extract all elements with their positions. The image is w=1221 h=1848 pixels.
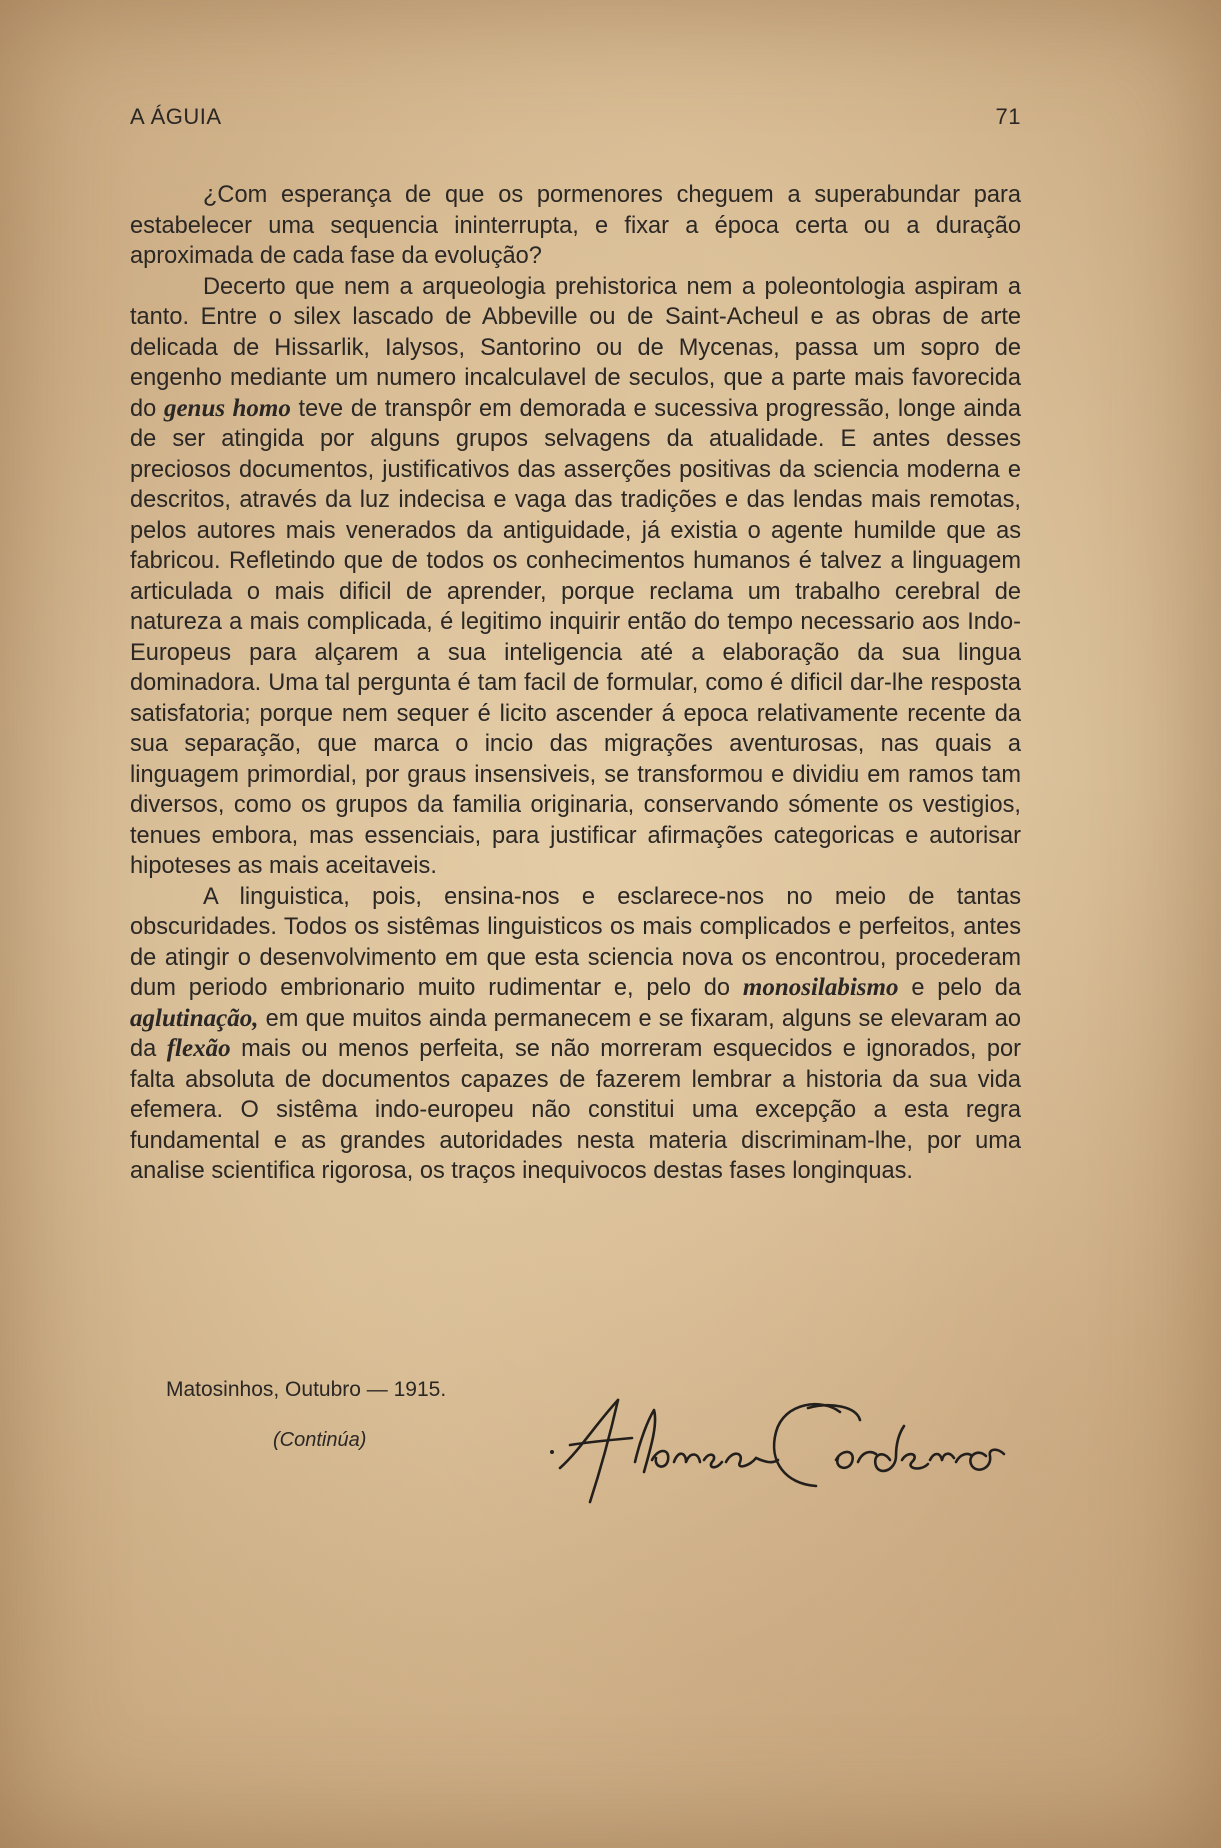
paragraph-3-text-d: mais ou menos perfeita, se não morreram esquecidos e ignorados, por falta absoluta de documentos capazes de fazerem lembrar a historia da sua vida efemera. O sistêma indo-europeu não constitui uma excepção a esta regra fundamental e as grandes autoridades nesta materia discriminam-lhe, por uma analise scientifica rigorosa, os traços inequivocos destas fases longinquas.: [130, 1036, 1022, 1184]
handwritten-signature: [540, 1390, 1010, 1510]
page-number: 71: [995, 104, 1021, 129]
place-and-date: Matosinhos, Outubro — 1915.: [166, 1378, 447, 1401]
journal-title: A ÁGUIA: [130, 104, 222, 129]
paragraph-2: [130, 272, 1021, 882]
paragraph-3-text-c: em que muitos ainda permanecem e se fixaram, alguns se elevaram ao da: [130, 1005, 1021, 1062]
monosilabismo-term: monosilabismo: [742, 974, 899, 1001]
continued-note: (Continúa): [273, 1429, 367, 1451]
paragraph-3: [130, 882, 1021, 1187]
flexao-term: flexão: [166, 1035, 231, 1062]
paragraph-1: [130, 180, 1021, 272]
paragraph-2-text-a: Decerto que nem a arqueologia prehistorica nem a poleontologia aspiram a tanto. Entre o silex lascado de Abbeville ou de Saint-Acheul e as obras de arte delicada de Hissarlik, Ialysos, Santorino ou de Mycenas, passa um sopro de engenho mediante um numero incalculavel de seculos, que a parte mais favorecida do: [130, 273, 1021, 422]
aglutinacao-term: aglutinação,: [130, 1004, 259, 1032]
paragraph-1-text: ¿Com esperança de que os pormenores cheguem a superabundar para estabelecer uma sequencia ininterrupta, e fixar a época certa ou a duração aproximada de cada fase da evolução?: [130, 182, 1021, 269]
running-header: [130, 104, 1021, 134]
genus-homo-term: genus homo: [163, 394, 291, 422]
article-body: [130, 180, 1021, 1187]
paragraph-3-text-b: e pelo da: [911, 975, 1021, 1001]
paragraph-2-text-b: teve de transpôr em demorada e sucessiva progressão, longe ainda de ser atingida por alguns grupos selvagens da atualidade. E antes desses preciosos documentos, justificativos das asserções positivas da sciencia moderna e descritos, através da luz indecisa e vaga das tradições e das lendas mais remotas, pelos autores mais venerados da antiguidade, já existia o agente humilde que as fabricou. Refletindo que de todos os conhecimentos humanos é talvez a linguagem articulada o mais dificil de aprender, porque reclama um trabalho cerebral de natureza a mais complicada, é legitimo inquirir então do tempo necessario aos Indo-Europeus para alçarem a sua inteligencia até a elaboração da sua lingua dominadora. Uma tal pergunta é tam facil de formular, como é dificil dar-lhe resposta satisfatoria; porque nem sequer é licito ascender á epoca relativamente recente da sua separação, que marca o incio das migrações aventurosas, nas quais a linguagem primordial, por graus insensiveis, se transformou e dividiu em ramos tam diversos, como os grupos da familia originaria, conservando sómente os vestigios, tenues embora, mas essenciais, para justificar afirmações categoricas e autorisar hipoteses as mais aceitaveis.: [130, 395, 1022, 879]
paragraph-3-text-a: A linguistica, pois, ensina-nos e esclarece-nos no meio de tantas obscuridades. Todos os sistêmas linguisticos os mais complicados e perfeitos, antes de atingir o desenvolvimento em que esta sciencia nova os encontrou, procederam dum periodo embrionario muito rudimentar e, pelo do: [130, 883, 1021, 1001]
